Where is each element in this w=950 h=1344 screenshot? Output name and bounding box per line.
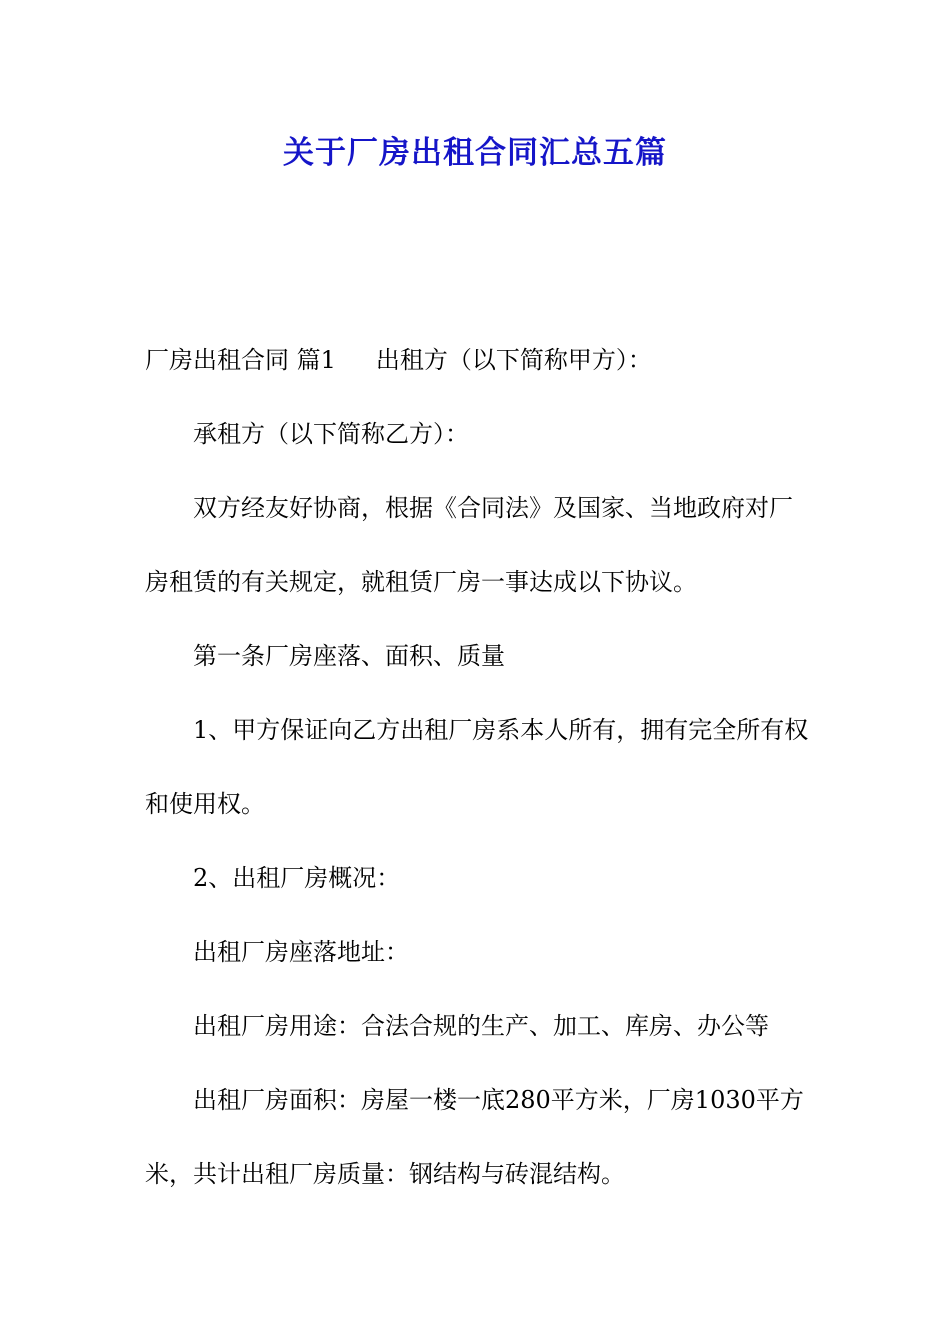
paragraph-usage: 出租厂房用途：合法合规的生产、加工、库房、办公等 [193, 1012, 769, 1040]
paragraph-area: 出租厂房面积：房屋一楼一底280平方米，厂房1030平方米，共计出租厂房质量：钢结构与砖混结构。 [145, 1086, 804, 1188]
paragraph-overview: 2、出租厂房概况： [193, 864, 401, 892]
article-one-heading: 第一条厂房座落、面积、质量 [193, 642, 505, 670]
paragraph-agreement: 双方经友好协商，根据《合同法》及国家、当地政府对厂房租赁的有关规定，就租赁厂房一事达成以下协议。 [145, 494, 793, 596]
document-title: 关于厂房出租合同汇总五篇 [283, 135, 667, 171]
paragraph-ownership: 1、甲方保证向乙方出租厂房系本人所有，拥有完全所有权和使用权。 [145, 716, 809, 818]
lessor-line: 出租方（以下简称甲方）： [375, 346, 652, 374]
first-line [145, 323, 813, 397]
paragraph-address: 出租厂房座落地址： [193, 938, 409, 966]
section-heading: 厂房出租合同 篇1 [145, 346, 336, 374]
paragraph-lessee: 承租方（以下简称乙方）： [193, 420, 469, 448]
